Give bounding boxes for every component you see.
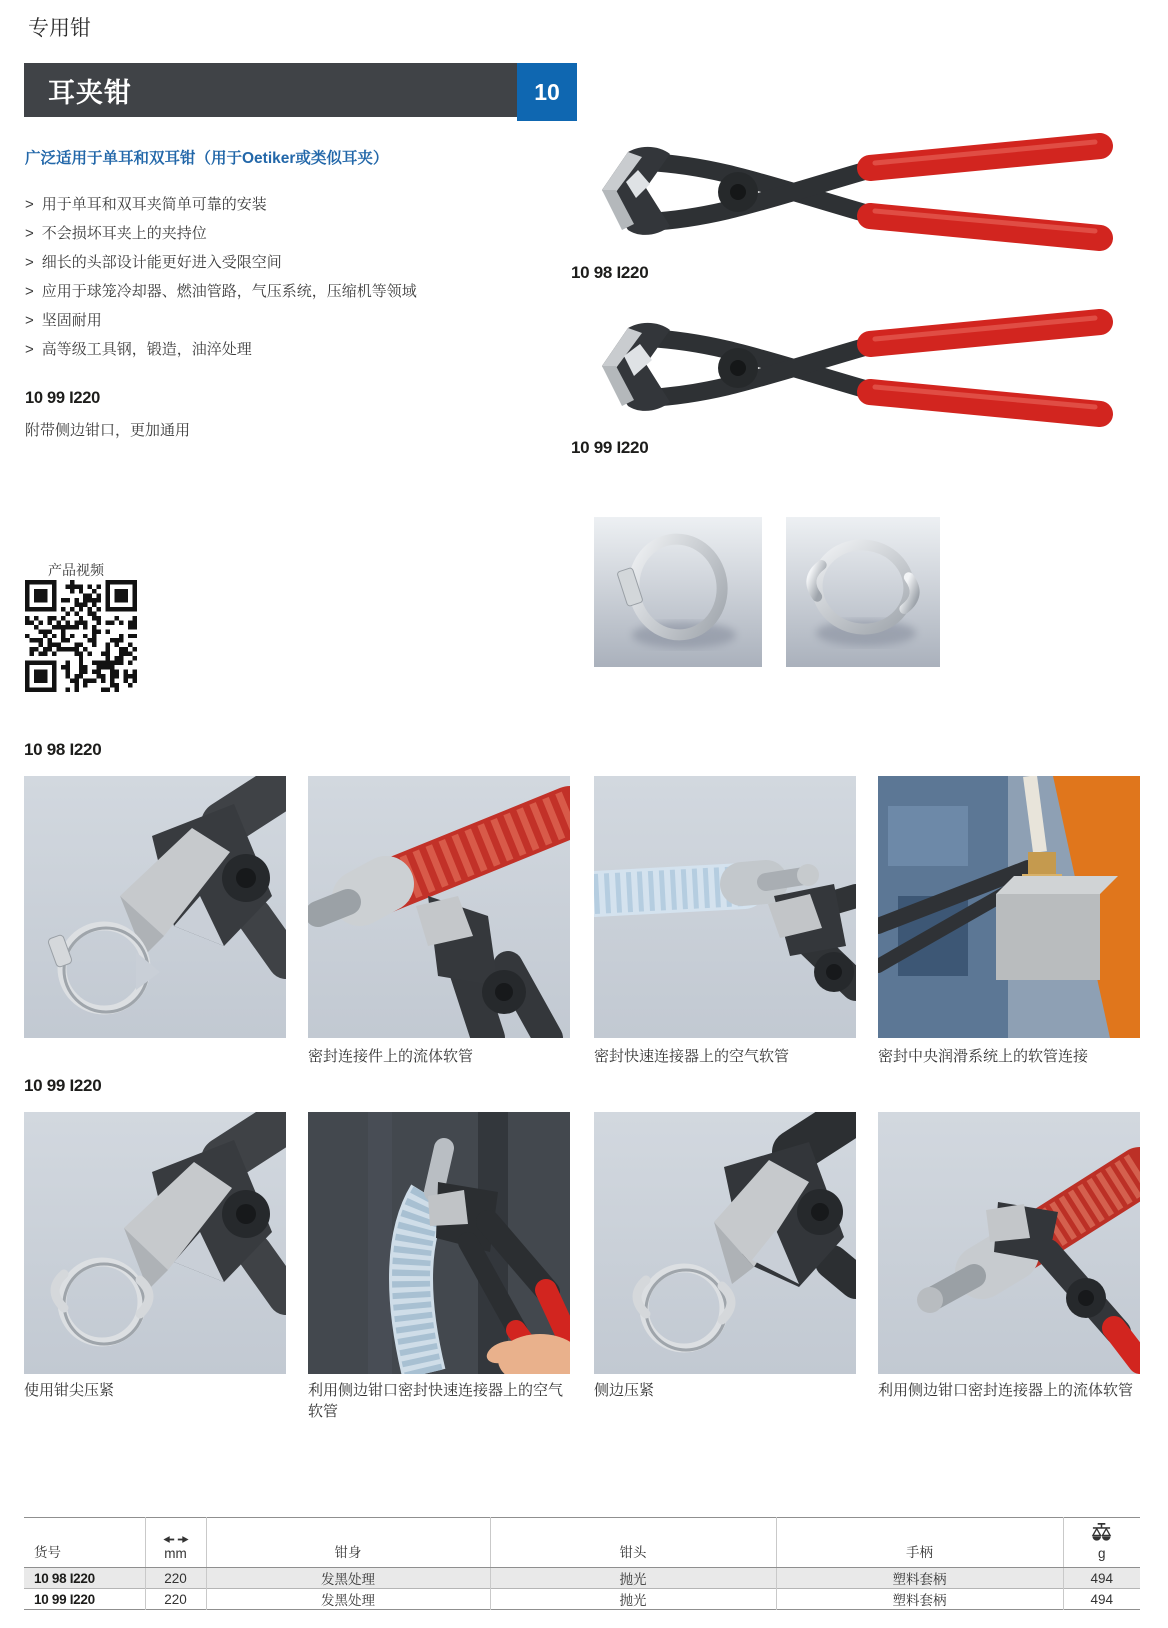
application-caption: 侧边压紧 [594,1382,655,1399]
feature-item [25,219,560,248]
bullet-marker: > [25,254,34,271]
cell-weight: 494 [1063,1589,1140,1610]
bullet-marker: > [25,341,34,358]
application-caption: 密封中央润滑系统上的软管连接 [878,1048,1089,1065]
bullet-marker: > [25,312,34,329]
length-arrow-icon [163,1535,189,1544]
feature-text: 用于单耳和双耳夹简单可靠的安装 [41,196,267,213]
cell-length: 220 [145,1568,206,1589]
qr-code-svg [25,580,137,692]
weight-unit: g [1097,1546,1106,1561]
cell-article: 10 98 I220 [34,1570,95,1586]
section-title: 耳夹钳 [48,77,132,108]
application-photo-2-2 [308,1112,570,1374]
variant-note: 附带侧边钳口，更加通用 [25,422,191,439]
application-photo-1-1 [24,776,286,1038]
feature-item [25,190,560,219]
feature-list [25,190,560,364]
single-ear-clamp-image [594,517,762,667]
application-photo-1-3 [594,776,856,1038]
product-photo-10-99 [570,302,1130,434]
spec-table [24,1517,1140,1610]
bullet-marker: > [25,196,34,213]
page-category-title: 专用钳 [28,17,91,40]
clamp-thumbnail-double-ear [786,517,940,667]
pliers-image [570,126,1130,258]
double-ear-clamp-image [786,517,940,667]
feature-item [25,277,560,306]
column-header-body: 钳身 [206,1518,490,1568]
column-header-weight [1063,1518,1140,1568]
feature-text: 不会损坏耳夹上的夹持位 [41,225,207,242]
application-photo-1-4 [878,776,1140,1038]
feature-item [25,335,560,364]
chapter-number-badge: 10 [517,63,577,121]
product-photo-10-98 [570,126,1130,258]
application-photo-2-1 [24,1112,286,1374]
clamp-thumbnail-single-ear [594,517,762,667]
product-code-10-99: 10 99 I220 [571,438,649,457]
weight-scale-icon [1090,1523,1113,1544]
variant-article-code: 10 99 I220 [25,389,100,407]
section-header-bar [24,63,517,117]
cell-handle: 塑料套柄 [776,1589,1063,1610]
feature-text: 坚固耐用 [41,312,102,329]
column-header-head: 钳头 [490,1518,776,1568]
cell-length: 220 [145,1589,206,1610]
column-header-handle: 手柄 [776,1518,1063,1568]
column-header-article: 货号 [24,1518,145,1568]
application-caption: 使用钳尖压紧 [24,1382,115,1399]
application-caption: 密封快速连接器上的空气软管 [594,1048,790,1065]
application-photo-2-4 [878,1112,1140,1374]
column-header-length [145,1518,206,1568]
spec-row-10-98 [24,1568,1140,1589]
feature-text: 应用于球笼冷却器、燃油管路，气压系统，压缩机等领域 [41,283,417,300]
product-code-10-98: 10 98 I220 [571,263,649,282]
spec-row-10-99 [24,1589,1140,1610]
bullet-marker: > [25,225,34,242]
product-subtitle: 广泛适用于单耳和双耳钳（用于Oetiker或类似耳夹） [25,150,389,167]
application-caption: 密封连接件上的流体软管 [308,1048,474,1065]
application-caption: 利用侧边钳口密封快速连接器上的空气软管 [308,1382,564,1420]
spec-header-row [24,1518,1140,1568]
cell-body: 发黑处理 [206,1568,490,1589]
feature-text: 高等级工具钢，锻造，油淬处理 [41,341,252,358]
feature-text: 细长的头部设计能更好进入受限空间 [41,254,282,271]
feature-item [25,306,560,335]
application-group-code-10-99: 10 99 I220 [24,1076,102,1095]
application-group-code-10-98: 10 98 I220 [24,740,102,759]
cell-body: 发黑处理 [206,1589,490,1610]
pliers-image [570,302,1130,434]
application-caption: 利用侧边钳口密封连接器上的流体软管 [878,1382,1134,1399]
application-photo-1-2 [308,776,570,1038]
cell-article: 10 99 I220 [24,1589,145,1610]
qr-code [25,580,137,692]
bullet-marker: > [25,283,34,300]
cell-head: 抛光 [490,1589,776,1610]
length-unit: mm [164,1546,187,1561]
cell-head: 抛光 [490,1568,776,1589]
spec-table-wrap [24,1517,1140,1610]
cell-weight: 494 [1063,1568,1140,1589]
feature-item [25,248,560,277]
application-photo-2-3 [594,1112,856,1374]
cell-handle: 塑料套柄 [776,1568,1063,1589]
product-video-label: 产品视频 [48,562,104,578]
